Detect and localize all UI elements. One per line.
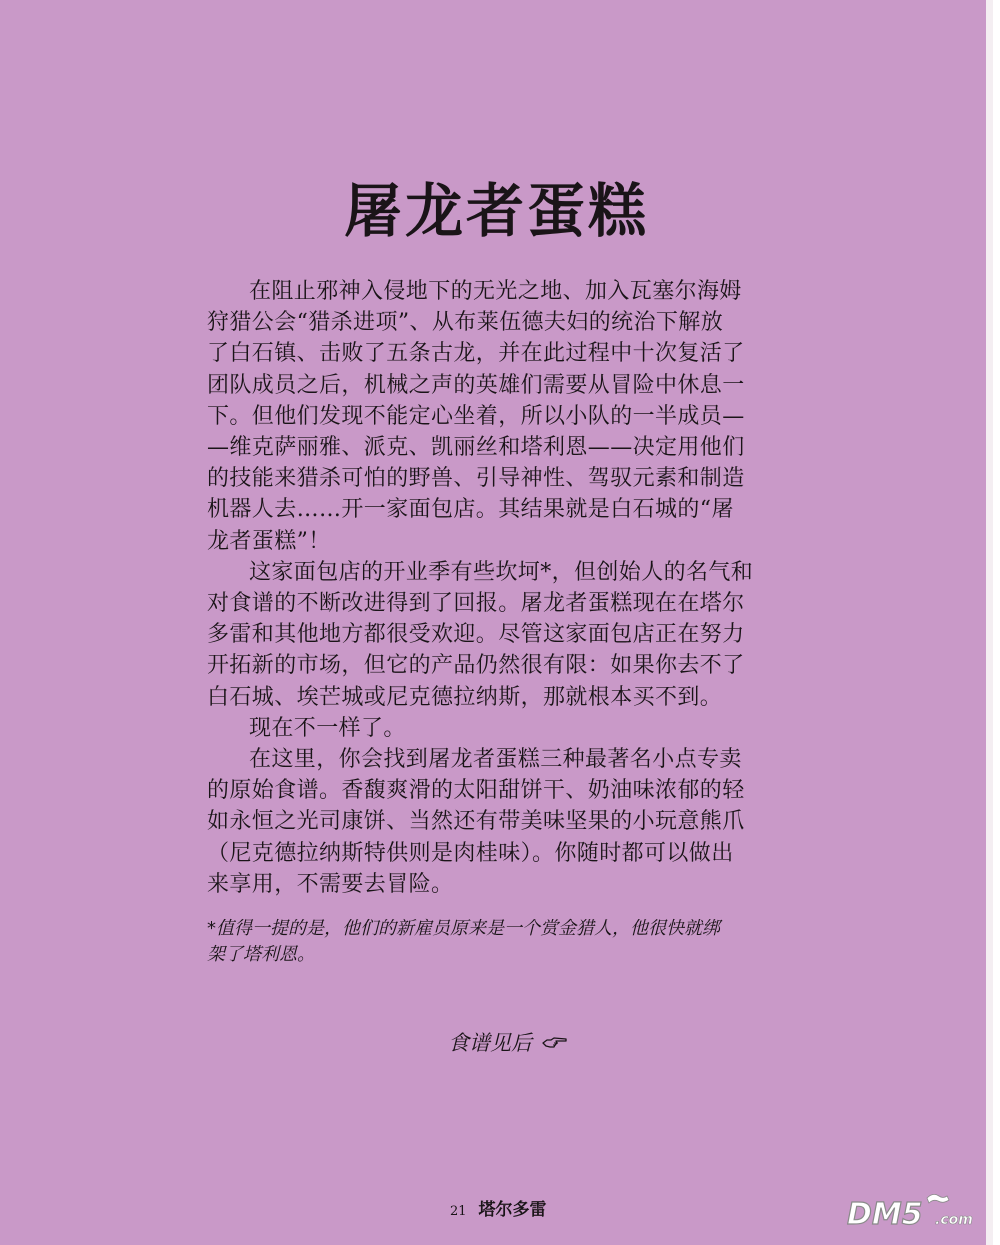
pointing-hand-icon: [542, 1034, 568, 1050]
page-footer: [450, 1195, 547, 1220]
body-line: —维克萨丽雅、派克、凯丽丝和塔利恩——决定用他们: [207, 435, 745, 461]
body-line: 狩猎公会“猎杀进项”、从布莱伍德夫妇的统治下解放: [207, 310, 724, 336]
footnote-line: 架了塔利恩。: [207, 944, 315, 965]
body-line: 下。但他们发现不能定心坐着，所以小队的一半成员—: [207, 403, 745, 429]
body-line: 机器人去……开一家面包店。其结果就是白石城的“屠: [207, 497, 734, 523]
watermark-text: DM5: [847, 1197, 923, 1232]
page-number: 21: [450, 1204, 467, 1219]
body-line: 现在不一样了。: [249, 715, 406, 741]
running-footer-title: 塔尔多雷: [478, 1200, 547, 1220]
body-line: 在这里，你会找到屠龙者蛋糕三种最著名小点专卖: [249, 747, 742, 773]
footnote: [207, 916, 797, 968]
body-line: 白石城、埃芒城或尼克德拉纳斯，那就根本买不到。: [207, 684, 723, 710]
footnote-line: *值得一提的是，他们的新雇员原来是一个赏金猎人，他很快就绑: [207, 918, 720, 939]
body-line: 了白石镇、击败了五条古龙，并在此过程中十次复活了: [207, 341, 745, 367]
body-line: 的原始食谱。香馥爽滑的太阳甜饼干、奶油味浓郁的轻: [207, 778, 745, 804]
body-line: 这家面包店的开业季有些坎坷*，但创始人的名气和: [249, 559, 754, 585]
body-line: （尼克德拉纳斯特供则是肉桂味）。你随时都可以做出: [207, 840, 734, 866]
body-line: 多雷和其他地方都很受欢迎。尽管这家面包店正在努力: [207, 622, 745, 648]
intro-body: [207, 276, 779, 900]
recipes-follow-link[interactable]: [448, 1027, 568, 1057]
body-line: 团队成员之后，机械之声的英雄们需要从冒险中休息一: [207, 372, 745, 398]
body-line: 如永恒之光司康饼、当然还有带美味坚果的小玩意熊爪: [207, 809, 745, 835]
body-line: 对食谱的不断改进得到了回报。屠龙者蛋糕现在在塔尔: [207, 591, 745, 617]
page-title: 屠龙者蛋糕: [343, 177, 649, 245]
site-watermark-logo: [845, 1190, 985, 1234]
watermark-suffix: .com: [935, 1212, 973, 1228]
body-line: 在阻止邪神入侵地下的无光之地、加入瓦塞尔海姆: [249, 279, 742, 304]
body-line: 开拓新的市场，但它的产品仍然很有限：如果你去不了: [207, 653, 745, 679]
watermark-creature-icon: [927, 1194, 949, 1203]
recipes-follow-label: 食谱见后: [448, 1031, 532, 1055]
body-line: 来享用，不需要去冒险。: [207, 871, 454, 897]
body-line: 的技能来猎杀可怕的野兽、引导神性、驾驭元素和制造: [207, 466, 745, 492]
page-edge: [986, 0, 993, 1245]
body-line: 龙者蛋糕”！: [207, 528, 331, 554]
